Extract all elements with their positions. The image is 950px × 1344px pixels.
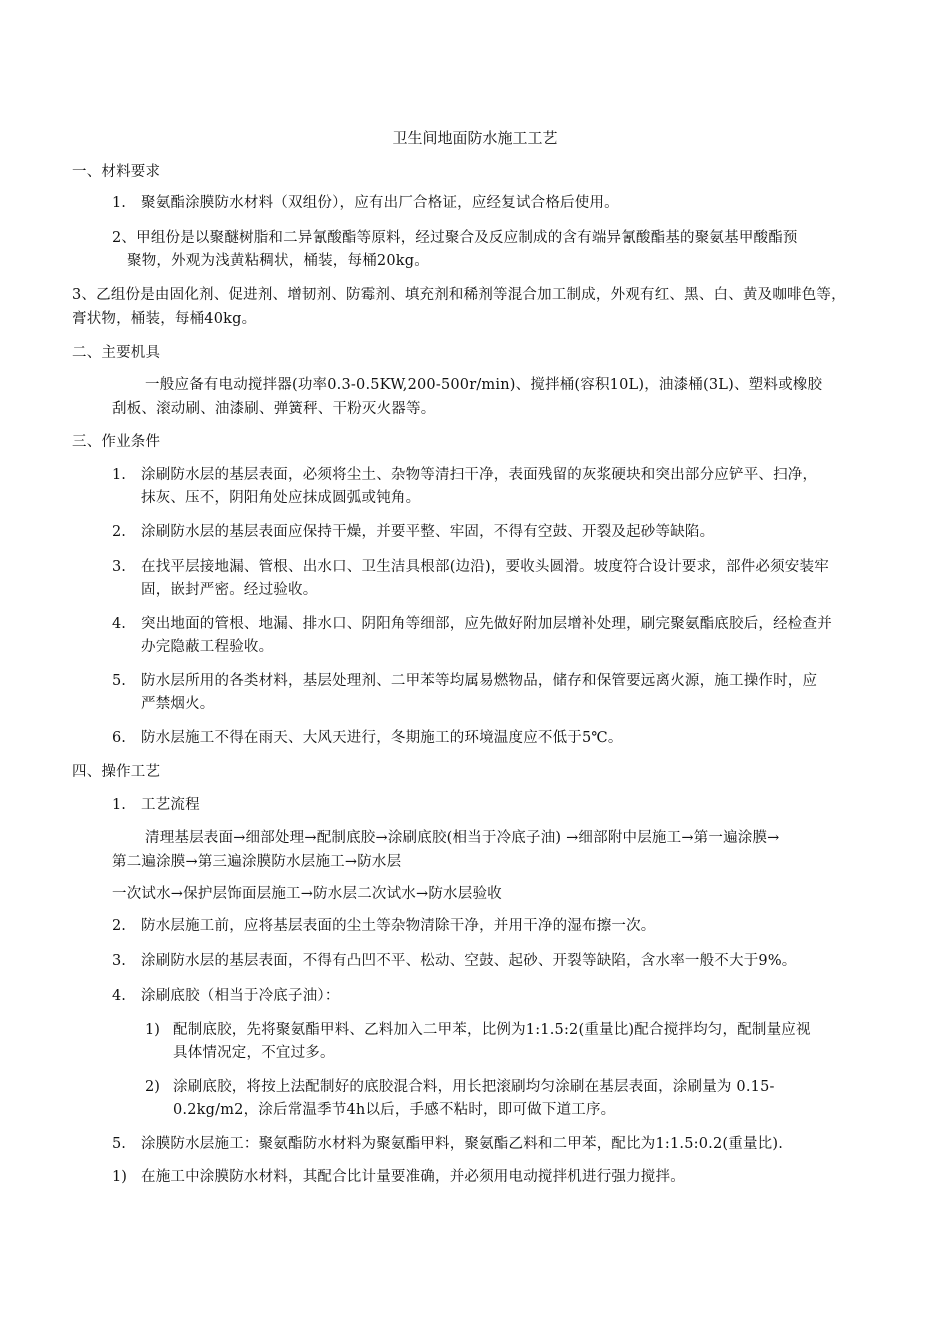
item-number: 3.	[112, 559, 126, 575]
process-flow-text: 一次试水→保护层饰面层施工→防水层二次试水→防水层验收	[112, 886, 502, 902]
paragraph-text: 涂刷底胶（相当于冷底子油）：	[141, 988, 340, 1004]
item-number: 4.	[112, 988, 126, 1004]
item-number: 2.	[112, 524, 126, 540]
section-heading-conditions: 三、作业条件	[72, 434, 161, 450]
paragraph-text: 2、甲组份是以聚醚树脂和二异氰酸酯等原料，经过聚合及反应制成的含有端异氰酸酯基的聚氨基甲酸酯预	[112, 230, 798, 246]
paragraph-text: 刮板、滚动刷、油漆刷、弹簧秤、干粉灭火器等。	[112, 401, 436, 417]
paragraph-text: 防水层所用的各类材料，基层处理剂、二甲苯等均属易燃物品，储存和保管要远离火源，施工操作时，应	[141, 673, 818, 689]
item-number: 4.	[112, 616, 126, 632]
section-heading-process: 四、操作工艺	[72, 764, 161, 780]
paragraph-text: 工艺流程	[141, 797, 200, 813]
process-flow-text: 第二遍涂膜→第三遍涂膜防水层施工→防水层	[112, 854, 402, 870]
paragraph-text: 3、乙组份是由固化剂、促进剂、增韧剂、防霉剂、填充剂和稀剂等混合加工制成，外观有红、黑、白、黄及咖啡色等，	[72, 287, 846, 303]
paragraph-text: 涂刷底胶，将按上法配制好的底胶混合料，用长把滚刷均匀涂刷在基层表面，涂刷量为 0.15-	[173, 1079, 775, 1095]
paragraph-text: 涂刷防水层的基层表面，必须将尘土、杂物等清扫干净，表面残留的灰浆硬块和突出部分应铲平、扫净，	[141, 467, 818, 483]
paragraph-text: 严禁烟火。	[141, 696, 215, 712]
paragraph-text: 在找平层接地漏、管根、出水口、卫生洁具根部(边沿)，要收头圆滑。坡度符合设计要求，部件必须安装牢	[141, 559, 829, 575]
paragraph-text: 膏状物，桶装，每桶40kg。	[72, 311, 257, 327]
paragraph-text: 0.2kg/m2，涂后常温季节4h以后，手感不粘时，即可做下道工序。	[173, 1102, 616, 1118]
sub-item-number: 1)	[112, 1169, 127, 1185]
paragraph-text: 固，嵌封严密。经过验收。	[141, 582, 318, 598]
paragraph-text: 一般应备有电动搅拌器(功率0.3-0.5KW,200-500r/min)、搅拌桶(容积10L)，油漆桶(3L)、塑料或橡胶	[145, 377, 823, 393]
paragraph-text: 涂刷防水层的基层表面，不得有凸凹不平、松动、空鼓、起砂、开裂等缺陷，含水率一般不大于9%。	[141, 953, 797, 969]
paragraph-text: 聚物，外观为浅黄粘稠状，桶装，每桶20kg。	[127, 253, 429, 269]
paragraph-text: 具体情况定，不宜过多。	[173, 1045, 335, 1061]
document-title: 卫生间地面防水施工工艺	[392, 129, 558, 147]
item-number: 5.	[112, 1136, 126, 1152]
item-number: 1.	[112, 467, 126, 483]
item-number: 2.	[112, 918, 126, 934]
item-number: 5.	[112, 673, 126, 689]
sub-item-number: 1)	[145, 1022, 160, 1038]
section-heading-tools: 二、主要机具	[72, 345, 161, 361]
item-number: 1.	[112, 195, 126, 211]
paragraph-text: 配制底胶，先将聚氨酯甲料、乙料加入二甲苯，比例为1:1.5:2(重量比)配合搅拌均匀，配制量应视	[173, 1022, 811, 1038]
item-number: 1.	[112, 797, 126, 813]
paragraph-text: 在施工中涂膜防水材料，其配合比计量要准确，并必须用电动搅拌机进行强力搅拌。	[141, 1169, 685, 1185]
item-number: 6.	[112, 730, 126, 746]
process-flow-text: 清理基层表面→细部处理→配制底胶→涂刷底胶(相当于冷底子油) →细部附中层施工→第一遍涂膜→	[145, 830, 780, 846]
paragraph-text: 办完隐蔽工程验收。	[141, 639, 274, 655]
paragraph-text: 涂刷防水层的基层表面应保持干燥，并要平整、牢固，不得有空鼓、开裂及起砂等缺陷。	[141, 524, 715, 540]
paragraph-text: 突出地面的管根、地漏、排水口、阴阳角等细部，应先做好附加层增补处理，刷完聚氨酯底胶后，经检查并	[141, 616, 832, 632]
item-number: 3.	[112, 953, 126, 969]
section-heading-materials: 一、材料要求	[72, 164, 161, 180]
paragraph-text: 涂膜防水层施工：聚氨酯防水材料为聚氨酯甲料，聚氨酯乙料和二甲苯，配比为1:1.5:0.2(重量比).	[141, 1136, 784, 1152]
paragraph-text: 防水层施工前，应将基层表面的尘土等杂物清除干净，并用干净的湿布擦一次。	[141, 918, 656, 934]
paragraph-text: 防水层施工不得在雨天、大风天进行，冬期施工的环境温度应不低于5℃。	[141, 730, 623, 746]
sub-item-number: 2)	[145, 1079, 160, 1095]
paragraph-text: 聚氨酯涂膜防水材料（双组份），应有出厂合格证，应经复试合格后使用。	[141, 195, 619, 211]
paragraph-text: 抹灰、压不，阴阳角处应抹成圆弧或钝角。	[141, 490, 421, 506]
